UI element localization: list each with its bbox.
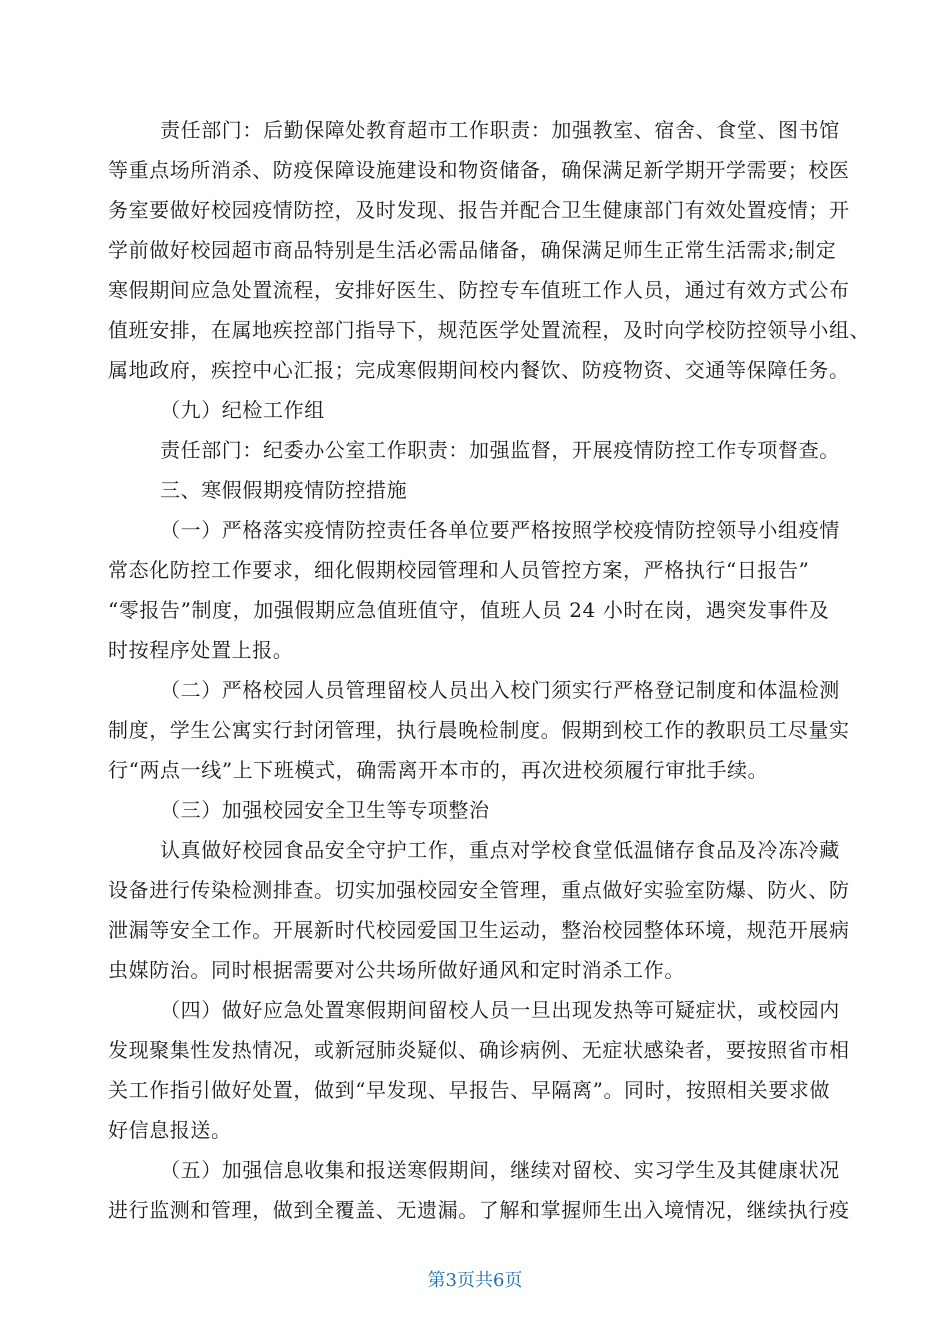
text-line: 务室要做好校园疫情防控，及时发现、报告并配合卫生健康部门有效处置疫情；开 (108, 198, 850, 222)
text-line: （二）严格校园人员管理留校人员出入校门须实行严格登记制度和体温检测 (160, 678, 840, 702)
text-line: 责任部门：后勤保障处教育超市工作职责：加强教室、宿舍、食堂、图书馆 (160, 118, 840, 142)
text-line: 进行监测和管理，做到全覆盖、无遗漏。了解和掌握师生出入境情况，继续执行疫 (108, 1198, 850, 1222)
section-heading: （九）纪检工作组 (160, 398, 325, 422)
text-line: （四）做好应急处置寒假期间留校人员一旦出现发热等可疑症状，或校园内 (160, 998, 840, 1022)
text-line: 属地政府，疾控中心汇报；完成寒假期间校内餐饮、防疫物资、交通等保障任务。 (108, 358, 850, 382)
text-line: 设备进行传染检测排查。切实加强校园安全管理，重点做好实验室防爆、防火、防 (108, 878, 850, 902)
text-line: 虫媒防治。同时根据需要对公共场所做好通风和定时消杀工作。 (108, 958, 685, 982)
text-line: （一）严格落实疫情防控责任各单位要严格按照学校疫情防控领导小组疫情 (160, 518, 840, 542)
text-line: 等重点场所消杀、防疫保障设施建设和物资储备，确保满足新学期开学需要；校医 (108, 158, 850, 182)
text-line: 泄漏等安全工作。开展新时代校园爱国卫生运动，整治校园整体环境，规范开展病 (108, 918, 850, 942)
text-line: 认真做好校园食品安全守护工作，重点对学校食堂低温储存食品及冷冻冷藏 (160, 838, 840, 862)
text-line: 制度，学生公寓实行封闭管理，执行晨晚检制度。假期到校工作的教职员工尽量实 (108, 718, 850, 742)
text-line: 行“两点一线”上下班模式，确需离开本市的，再次进校须履行审批手续。 (108, 758, 769, 782)
text-line: 发现聚集性发热情况，或新冠肺炎疑似、确诊病例、无症状感染者，要按照省市相 (108, 1038, 850, 1062)
text-line: 寒假期间应急处置流程，安排好医生、防控专车值班工作人员，通过有效方式公布 (108, 278, 850, 302)
text-line: 时按程序处置上报。 (108, 638, 294, 662)
text-line: 值班安排，在属地疾控部门指导下，规范医学处置流程，及时向学校防控领导小组、 (108, 318, 871, 342)
text-line: 学前做好校园超市商品特别是生活必需品储备，确保满足师生正常生活需求;制定 (108, 238, 837, 262)
text-line: 好信息报送。 (108, 1118, 232, 1142)
text-line: （五）加强信息收集和报送寒假期间，继续对留校、实习学生及其健康状况 (160, 1158, 840, 1182)
section-heading: 三、寒假假期疫情防控措施 (160, 478, 408, 502)
text-line: 责任部门：纪委办公室工作职责：加强监督，开展疫情防控工作专项督查。 (160, 438, 840, 462)
text-line: 常态化防控工作要求，细化假期校园管理和人员管控方案，严格执行“日报告” (108, 558, 810, 582)
text-line: 关工作指引做好处置，做到“早发现、早报告、早隔离”。同时，按照相关要求做 (108, 1078, 831, 1102)
page-number: 第3页共6页 (427, 1270, 523, 1291)
text-line: “零报告”制度，加强假期应急值班值守，值班人员 24 小时在岗，遇突发事件及 (108, 598, 830, 622)
section-heading: （三）加强校园安全卫生等专项整治 (160, 798, 490, 822)
